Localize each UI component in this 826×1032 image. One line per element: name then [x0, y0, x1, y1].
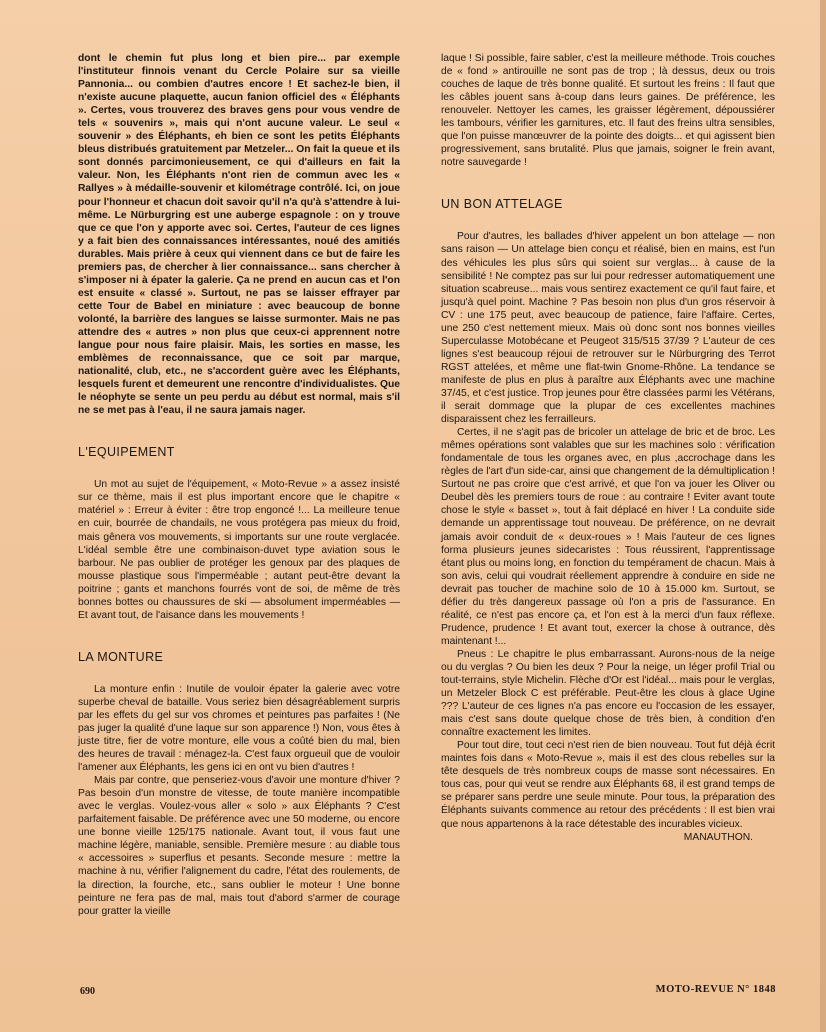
attelage-paragraph-4: Pour tout dire, tout ceci n'est rien de bien nouveau. Tout fut déjà écrit maintes fois dans « Moto-Revue », mais il est des clous rebelles sur la tête desquels de très nombreux coups de masse sont nécessaires. En tous cas, pour qui veut se rendre aux Éléphants 68, il est grand temps de se préparer sans perdre une seule minute. Pour tous, la préparation des Éléphants suivants commence au retour des précédents : Il est bien vrai que nous appartenons à la race détestable des incurables vicieux.	[441, 740, 775, 830]
right-column	[441, 52, 775, 844]
page-number: 690	[80, 986, 95, 997]
section-heading-attelage: UN BON ATTELAGE	[441, 197, 563, 212]
attelage-paragraph-3: Pneus : Le chapitre le plus embarrassant. Aurons-nous de la neige ou du verglas ? Ou bien les deux ? Pour la neige, un léger profil Trial ou tout-terrains, style Michelin. Flèche d'Or est l'idéal... mais pour le verglas, un Metzeler Block C est préférable. Peut-être les clous à glace Ugine ??? L'auteur de ces lignes n'a pas encore eu l'occasion de les essayer, mais c'est sans doute quelque chose de très bien, à condition d'en connaître exactement les limites.	[441, 648, 775, 739]
page-edge	[820, 0, 826, 1032]
attelage-paragraph-2: Certes, il ne s'agit pas de bricoler un attelage de bric et de broc. Les mêmes opérations sont valables que sur les machines solo : vérification fondamentale de tous les organes avec, en plus ,accrochage dans les règles de l'art d'un side-car, ainsi que changement de la démultiplication ! Surtout ne pas croire que c'est arrivé, et que l'on va jouer les Oliver ou Deubel dès les premiers tours de roue : au contraire ! Eviter avant toute chose le style « basset », tout à fait déplacé en hiver ! La conduite side demande un apprentissage tout nouveau. De préférence, on ne devrait jamais avoir conduit de « deux-roues » ! Mais l'auteur de ces lignes forma plusieurs jeunes sidecaristes : Tous réussirent, l'apprentissage étant plus ou moins long, en fonction du tempérament de chacun. Mais à son avis, celui qui voudrait réellement apprendre à conduire en side ne devrait pas toucher de machine solo de 10 à 15.000 km. Surtout, se défier du très dangereux passage où l'on a pris de l'assurance. En réalité, ce n'est pas encore ça, et l'on est à la merci d'un faux réflexe. Prudence, prudence ! Et avant tout, exercer la chose à outrance, dès maintenant !...	[441, 427, 775, 647]
author-signature: MANAUTHON.	[683, 831, 753, 843]
monture-paragraph-2: Mais par contre, que penseriez-vous d'avoir une monture d'hiver ? Pas besoin d'un monstre de vitesse, de toute manière incompatible avec le verglas. Voulez-vous aller « solo » aux Éléphants ? C'est parfaitement faisable. De préférence avec une 50 moderne, ou encore une bonne vieille 125/175 nationale. Avant tout, il vous faut une machine légère, maniable, sensible. Première mesure : au diable tous « accessoires » superflus et pesants. Seconde mesure : mettre la machine à nu, vérifier l'alignement du cadre, l'état des roulements, de la direction, la fourche, etc., sans oublier le moteur ! Une bonne peinture ne fera pas de mal, mais tout d'abord s'armer de courage pour gratter la vieille	[78, 775, 400, 917]
equipement-paragraph: Un mot au sujet de l'équipement, « Moto-Revue » a assez insisté sur ce thème, mais il est plus important encore que le chapitre « matériel » : Erreur à éviter : être trop engoncé !... La meilleure tenue en cuir, bourrée de chandails, ne vous protégera pas mieux du froid, mais gênera vos mouvements, si importants sur une route verglacée. L'idéal semble être une combinaison-duvet type aviation sous le barbour. Ne pas oublier de protéger les genoux par des plaques de mousse plastique sous l'imperméable ; autant peut-être devant la poitrine ; gants et manchons fourrés vont de soi, de même de très bonnes bottes ou chaussures de ski — absolument imperméables — Et avant tout, de l'aisance dans les mouvements !	[78, 479, 400, 621]
intro-paragraph: dont le chemin fut plus long et bien pire... par exemple l'instituteur finnois venant du Cercle Polaire sur sa vieille Pannonia... ou combien d'autres encore ! Et sachez-le bien, il n'existe aucune plaquette, aucun fanion officiel des « Éléphants ». Certes, vous trouverez des braves gens pour vous vendre de tels « souvenirs », mais qui n'ont aucune valeur. Le seul « souvenir » des Éléphants, eh bien ce sont les petits Éléphants bleus distribués gratuitement par Metzeler... On fait la queue et ils sont donnés parcimonieusement, ce qui d'ailleurs en fait la valeur. Non, les Éléphants n'ont rien de commun avec les « Rallyes » à médaille-souvenir et kilométrage contrôlé. Ici, on joue pour l'honneur et chacun doit savoir qu'il n'a qu'à s'attendre à lui-même. Le Nürburgring est une auberge espagnole : on y trouve que ce que l'on y apporte avec soi. Certes, l'auteur de ces lignes y a fait bien des connaissances intéressantes, noué des amitiés durables. Mais prière à ceux qui viennent dans ce but de faire les premiers pas, de chercher à lier connaissance... sans chercher à s'imposer ni à épater la galerie. Ça ne prend en aucun cas et l'on est ensuite « classé ». Surtout, ne pas se laisser effrayer par cette Tour de Babel en miniature : avec beaucoup de bonne volonté, la barrière des langues se laisse surmonter. Mais ne pas attendre des « autres » non plus que ceux-ci apprennent notre langue pour nous faire plaisir. Mais, les sorties en masse, les emblèmes de reconnaissance, que ce soit par marque, nationalité, club, etc., ne s'accordent guère avec les Éléphants, lesquels furent et demeurent une rencontre d'individualistes. Que le néophyte se sente un peu perdu au début est normal, mais s'il ne se met pas à l'eau, il ne saura jamais nager.	[78, 53, 400, 417]
magazine-reference: MOTO-REVUE N° 1848	[655, 984, 776, 995]
monture-paragraph-1: La monture enfin : Inutile de vouloir épater la galerie avec votre superbe cheval de bataille. Vous seriez bien désagréablement surpris par les effets du gel sur vos chromes et peintures pas parfaites ! (Ne pas juger la qualité d'une laque sur son apparence !) Non, vous êtes à juste titre, fier de votre monture, elle vous a coûté bien du mal, bien des heures de travail : ménagez-la. C'est faux orgueuil que de vouloir l'amener aux Éléphants, les gens ici en ont vu bien d'autres !	[78, 683, 400, 774]
attelage-paragraph-1: Pour d'autres, les ballades d'hiver appelent un bon attelage — non sans raison — Un attelage bien conçu et réalisé, bien en mains, est l'un des véhicules les plus sûrs qui soient sur verglas... à cause de la sensibilité ! Ne comptez pas sur lui pour redresser automatiquement une situation scabreuse... mais vous sentirez exactement ce qu'il faut faire, et jusqu'à quel point. Machine ? Pas besoin non plus d'un gros réservoir à CV : une 175 peut, avec beaucoup de patience, faire l'affaire. Certes, une 250 c'est nettement mieux. Mais où donc sont nos bonnes vieilles Superculasse Motobécane et Peugeot 315/515 37/39 ? L'auteur de ces lignes s'est beaucoup réjoui de retrouver sur le Nürburgring des Terrot RGST attelées, et même une flat-twin Gnome-Rhône. La tendance se manifeste de plus en plus à paraître aux Éléphants avec une machine 37/45, et c'est justice. Trop jeunes pour être classées parmi les Vétérans, il serait dommage que la plupar de ces excellentes machines disparaissent chez les ferrailleurs.	[441, 231, 775, 426]
left-column	[78, 52, 400, 918]
brakes-paragraph: laque ! Si possible, faire sabler, c'est la meilleure méthode. Trois couches de « fond » antirouille ne sont pas de trop ; là dessus, deux ou trois couches de laque de très bonne qualité. Et surtout les freins : Il faut que les câbles jouent sans à-coup dans leurs gaines. De préférence, les renouveler. Nettoyer les cames, les graisser légèrement, dépoussiérer les tambours, vérifier les garnitures, etc. Il faut des freins ultra sensibles, que l'on puisse manœuvrer de la pointe des doigts... et qui agissent bien progressivement, sans brutalité. Plus que jamais, soigner le frein avant, notre sauvegarde !	[441, 53, 775, 169]
section-heading-equipement: L'EQUIPEMENT	[78, 445, 175, 460]
section-heading-monture: LA MONTURE	[78, 649, 164, 664]
